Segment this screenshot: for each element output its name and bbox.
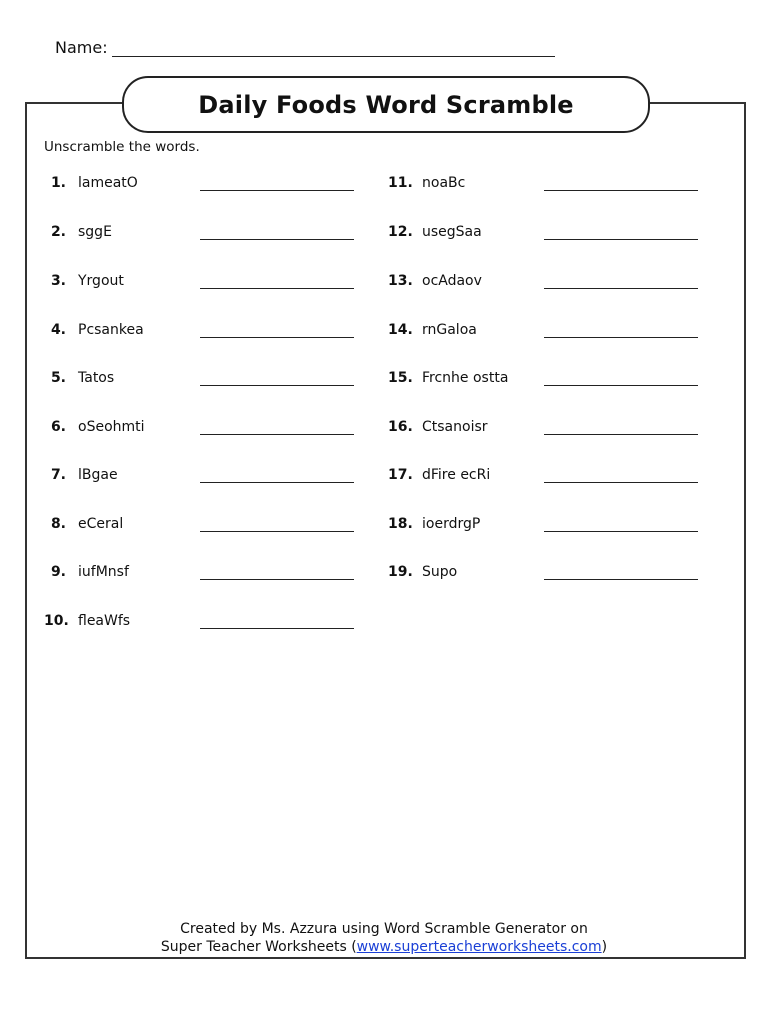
- footer-credit: [100, 920, 668, 956]
- answer-blank[interactable]: [200, 274, 354, 289]
- answer-blank[interactable]: [200, 371, 354, 386]
- list-item: [44, 271, 354, 291]
- scrambled-word: Supo: [422, 564, 458, 580]
- item-number: 12.: [388, 224, 413, 240]
- frame-top-left-border: [25, 102, 123, 104]
- answer-blank[interactable]: [544, 517, 698, 532]
- item-number: 2.: [50, 224, 66, 240]
- item-number: 14.: [388, 322, 413, 338]
- scrambled-word: lBgae: [78, 467, 118, 483]
- answer-blank[interactable]: [200, 176, 354, 191]
- footer-prefix: Super Teacher Worksheets (: [160, 939, 357, 955]
- scrambled-word: ioerdrgP: [422, 516, 481, 532]
- scrambled-word: fleaWfs: [78, 613, 131, 629]
- list-item: [388, 320, 698, 340]
- scrambled-word: Frcnhe ostta: [422, 370, 509, 386]
- name-row: [55, 38, 555, 57]
- answer-blank[interactable]: [544, 176, 698, 191]
- item-number: 11.: [388, 175, 413, 191]
- item-number: 17.: [388, 467, 413, 483]
- item-number: 3.: [50, 273, 66, 289]
- list-item: [44, 320, 354, 340]
- footer-line-1: Created by Ms. Azzura using Word Scramble Generator on: [180, 921, 588, 937]
- list-item: [388, 271, 698, 291]
- website-link[interactable]: www.superteacherworksheets.com: [356, 939, 602, 955]
- list-item: [388, 417, 698, 437]
- scrambled-word: lameatO: [78, 175, 138, 191]
- item-number: 15.: [388, 370, 413, 386]
- list-item: [388, 222, 698, 242]
- answer-blank[interactable]: [544, 420, 698, 435]
- list-item: [44, 562, 354, 582]
- answer-blank[interactable]: [200, 614, 354, 629]
- frame-top-right-border: [648, 102, 744, 104]
- answer-blank[interactable]: [544, 371, 698, 386]
- scrambled-word: usegSaa: [422, 224, 482, 240]
- list-item: [388, 514, 698, 534]
- item-number: 18.: [388, 516, 413, 532]
- scrambled-word: Tatos: [78, 370, 115, 386]
- scrambled-word: sggE: [78, 224, 112, 240]
- list-item: [44, 368, 354, 388]
- name-label: Name:: [55, 38, 108, 57]
- list-item: [388, 465, 698, 485]
- answer-blank[interactable]: [544, 468, 698, 483]
- item-number: 8.: [50, 516, 66, 532]
- footer-line-2: [100, 938, 668, 956]
- item-number: 10.: [44, 613, 69, 629]
- scrambled-word: noaBc: [422, 175, 466, 191]
- scrambled-word: Pcsankea: [78, 322, 144, 338]
- item-number: 5.: [50, 370, 66, 386]
- scrambled-word: oSeohmti: [78, 419, 145, 435]
- answer-blank[interactable]: [544, 565, 698, 580]
- scrambled-word: rnGaloa: [422, 322, 477, 338]
- list-item: [44, 465, 354, 485]
- item-number: 6.: [50, 419, 66, 435]
- answer-blank[interactable]: [544, 323, 698, 338]
- item-number: 19.: [388, 564, 413, 580]
- list-item: [388, 173, 698, 193]
- scrambled-word: ocAdaov: [422, 273, 482, 289]
- list-item: [44, 173, 354, 193]
- page-title: Daily Foods Word Scramble: [198, 90, 574, 119]
- list-item: [388, 368, 698, 388]
- answer-blank[interactable]: [200, 323, 354, 338]
- item-number: 7.: [50, 467, 66, 483]
- list-item: [44, 611, 354, 631]
- item-number: 9.: [50, 564, 66, 580]
- instructions: Unscramble the words.: [44, 139, 200, 155]
- item-number: 1.: [50, 175, 66, 191]
- answer-blank[interactable]: [544, 225, 698, 240]
- list-item: [44, 222, 354, 242]
- scrambled-word: Yrgout: [78, 273, 124, 289]
- answer-blank[interactable]: [200, 420, 354, 435]
- answer-blank[interactable]: [200, 225, 354, 240]
- answer-blank[interactable]: [544, 274, 698, 289]
- list-item: [44, 514, 354, 534]
- scrambled-word: Ctsanoisr: [422, 419, 488, 435]
- list-item: [44, 417, 354, 437]
- scrambled-word: dFire ecRi: [422, 467, 491, 483]
- scrambled-word: iufMnsf: [78, 564, 129, 580]
- item-number: 13.: [388, 273, 413, 289]
- item-number: 4.: [50, 322, 66, 338]
- answer-blank[interactable]: [200, 565, 354, 580]
- title-banner: [122, 76, 650, 133]
- scrambled-word: eCeral: [78, 516, 124, 532]
- name-blank[interactable]: [112, 42, 555, 57]
- list-item: [388, 562, 698, 582]
- answer-blank[interactable]: [200, 468, 354, 483]
- item-number: 16.: [388, 419, 413, 435]
- answer-blank[interactable]: [200, 517, 354, 532]
- footer-suffix: ): [601, 939, 608, 955]
